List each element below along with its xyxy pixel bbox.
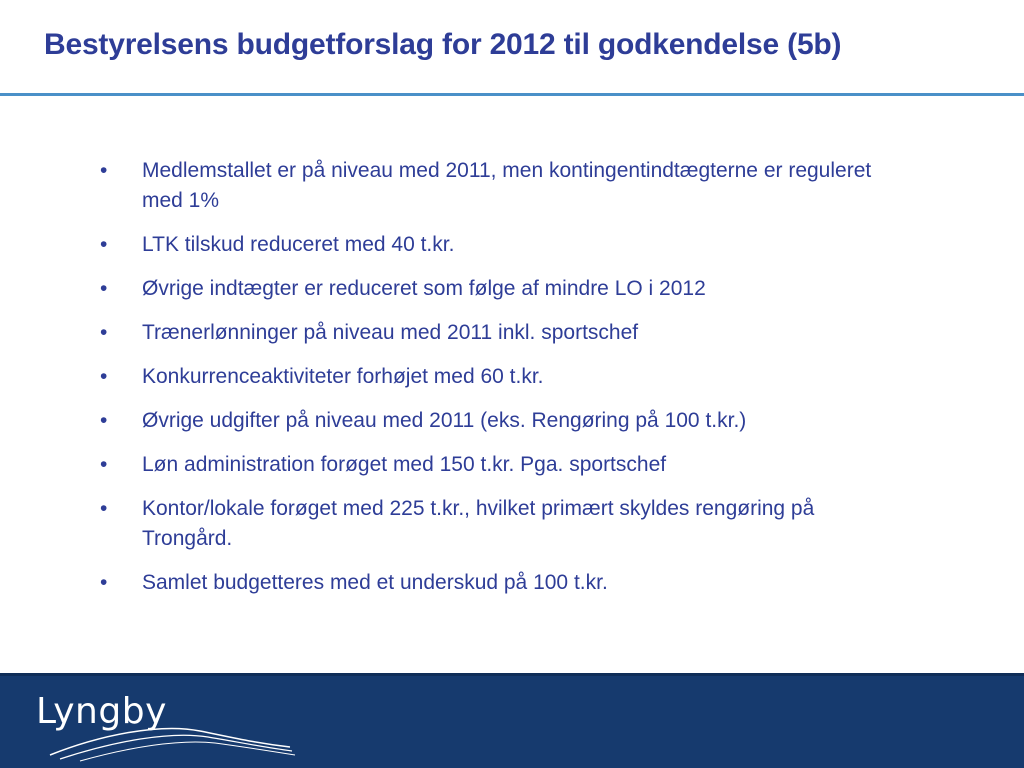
bullet-item [100, 450, 900, 480]
bullet-text: Løn administration forøget med 150 t.kr. Pga. sportschef [142, 453, 667, 476]
bullet-dot: • [100, 365, 108, 388]
title-divider [0, 93, 1024, 96]
bullet-item [100, 274, 900, 304]
bullet-item [100, 318, 900, 348]
bullet-dot: • [100, 321, 108, 344]
footer-top-edge [0, 673, 1024, 676]
bullet-item [100, 568, 900, 598]
bullet-text: Medlemstallet er på niveau med 2011, men kontingentindtægterne er reguleret med 1% [142, 159, 872, 212]
bullet-text: LTK tilskud reduceret med 40 t.kr. [142, 233, 455, 256]
bullet-dot: • [100, 571, 108, 594]
bullet-text: Øvrige udgifter på niveau med 2011 (eks. Rengøring på 100 t.kr.) [142, 409, 747, 432]
slide-title: Bestyrelsens budgetforslag for 2012 til godkendelse (5b) [44, 28, 842, 61]
wave-swoosh-icon [40, 713, 300, 763]
bullet-dot: • [100, 233, 108, 256]
bullet-dot: • [100, 277, 108, 300]
bullet-dot: • [100, 409, 108, 432]
bullet-dot: • [100, 159, 108, 182]
bullet-item [100, 156, 900, 216]
bullet-text: Konkurrenceaktiviteter forhøjet med 60 t.kr. [142, 365, 544, 388]
bullet-list [100, 156, 900, 612]
bullet-dot: • [100, 497, 108, 520]
bullet-dot: • [100, 453, 108, 476]
bullet-item [100, 406, 900, 436]
lyngby-logo-text: Lyngby [36, 691, 167, 732]
bullet-text: Samlet budgetteres med et underskud på 100 t.kr. [142, 571, 608, 594]
bullet-item [100, 230, 900, 260]
bullet-text: Trænerlønninger på niveau med 2011 inkl. sportschef [142, 321, 639, 344]
bullet-item [100, 362, 900, 392]
bullet-text: Kontor/lokale forøget med 225 t.kr., hvilket primært skyldes rengøring på Trongård. [142, 497, 815, 550]
footer-band [0, 673, 1024, 768]
bullet-item [100, 494, 900, 554]
bullet-text: Øvrige indtægter er reduceret som følge af mindre LO i 2012 [142, 277, 706, 300]
